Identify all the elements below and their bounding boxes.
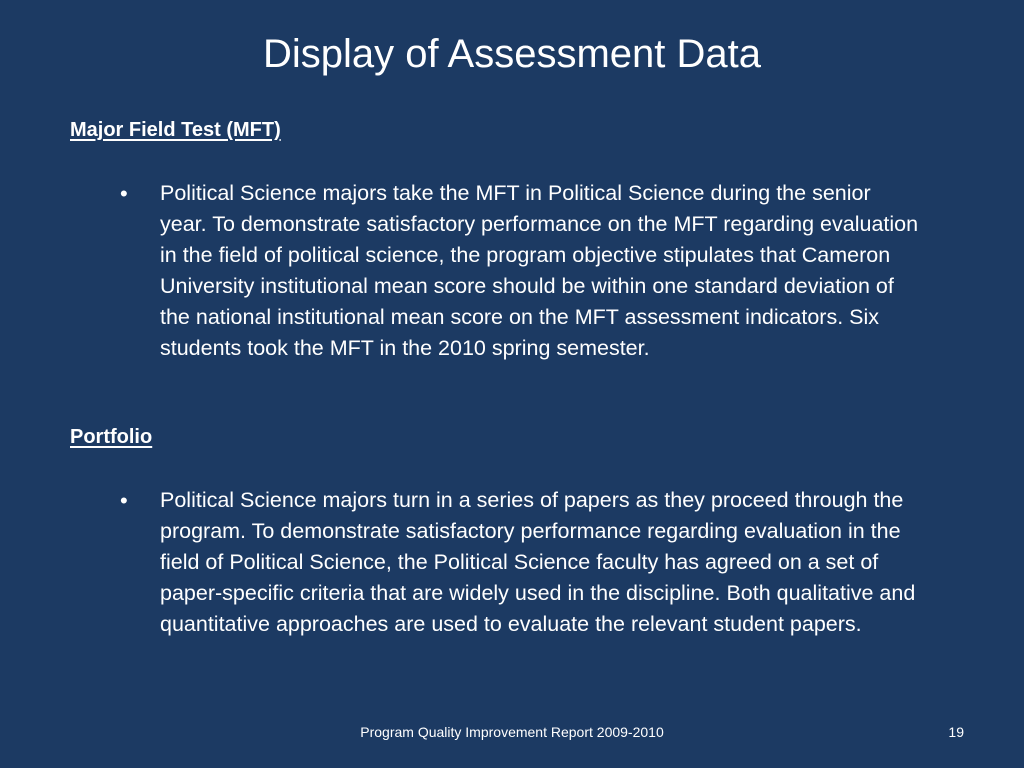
bullet-icon: •	[120, 181, 128, 206]
page-number: 19	[948, 724, 964, 740]
slide-title: Display of Assessment Data	[263, 32, 761, 76]
section-heading-portfolio: Portfolio	[70, 426, 153, 448]
bullet-text-portfolio: Political Science majors turn in a series of papers as they proceed through the program. To demonstrate satisfactory performance regarding evaluation in the field of Political Science, the Political Science faculty has agreed on a set of paper-specific criteria that are widely used in the discipline. Both qualitative and quantitative approaches are used to evaluate the relevant student papers.	[160, 488, 916, 636]
section-heading-mft: Major Field Test (MFT)	[70, 119, 281, 141]
slide-footer: Program Quality Improvement Report 2009-2010	[360, 724, 664, 740]
bullet-item-portfolio	[120, 485, 920, 640]
bullet-text-mft: Political Science majors take the MFT in Political Science during the senior year. To demonstrate satisfactory performance on the MFT regarding evaluation in the field of political science, the program objective stipulates that Cameron University institutional mean score should be within one standard deviation of the national institutional mean score on the MFT assessment indicators. Six students took the MFT in the 2010 spring semester.	[160, 181, 919, 360]
bullet-item-mft	[120, 178, 920, 364]
bullet-icon: •	[120, 488, 128, 513]
